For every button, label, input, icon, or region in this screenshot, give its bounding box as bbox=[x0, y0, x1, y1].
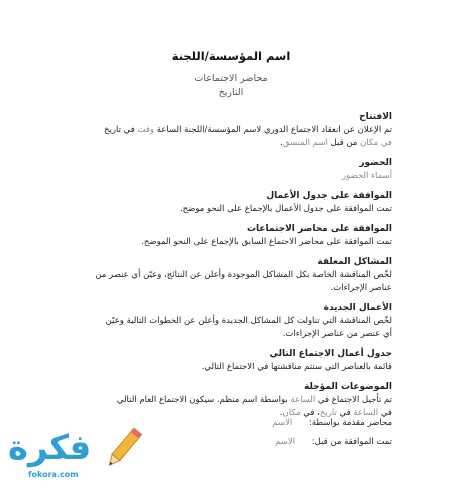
pencil-icon bbox=[98, 424, 148, 474]
text-run: في bbox=[336, 408, 354, 418]
section-minutes-approval bbox=[70, 223, 392, 249]
section-heading: الموافقة على محاضر الاجتماعات bbox=[246, 224, 392, 234]
section-text bbox=[70, 315, 392, 341]
minutes-body bbox=[70, 111, 392, 427]
text-run: . bbox=[279, 408, 283, 418]
document-subtitle: محاضر الاجتماعات bbox=[194, 73, 268, 84]
section-heading: الموافقة على جدول الأعمال bbox=[266, 191, 392, 201]
text-run: تم تأجيل الاجتماع في bbox=[315, 395, 392, 405]
text-run: ، في bbox=[300, 408, 320, 418]
approved-by-name: الاسم bbox=[275, 437, 296, 447]
text-run: . bbox=[280, 138, 283, 148]
submitted-by-label: محاضر مقدمة بواسطة: bbox=[309, 418, 392, 428]
section-heading: الحضور bbox=[359, 158, 392, 168]
text-run: عناصر الإجراءات. bbox=[330, 283, 392, 293]
text-run: أي عنصر من عناصر الإجراءات. bbox=[282, 329, 392, 339]
text-run: من قبل bbox=[327, 138, 361, 148]
section-text bbox=[70, 269, 392, 295]
placeholder-coordinator: اسم المنسق bbox=[282, 138, 328, 148]
placeholder-place: في مكان bbox=[360, 138, 392, 148]
section-text: تمت الموافقة على جدول الأعمال بالإجماع على النحو موضح. bbox=[179, 204, 392, 214]
document-title: اسم المؤسسة/اللجنة bbox=[171, 49, 291, 63]
section-opening bbox=[70, 111, 392, 150]
logo-text: فكرة bbox=[8, 428, 92, 468]
placeholder-time: وقت bbox=[137, 125, 154, 135]
section-agenda-approval bbox=[70, 190, 392, 216]
section-text: قائمة بالعناصر التي ستتم مناقشتها في الاجتماع التالي. bbox=[201, 362, 392, 372]
text-run: في تاريخ bbox=[104, 125, 138, 135]
placeholder-time: الساعة bbox=[353, 408, 379, 418]
placeholder-time: الساعة bbox=[290, 395, 316, 405]
text-run: تم الإعلان عن انعقاد الاجتماع الدوري لاسم المؤسسة/اللجنة الساعة bbox=[154, 125, 392, 135]
section-deferred bbox=[70, 381, 392, 420]
placeholder-attendees: أسماء الحضور bbox=[342, 171, 392, 181]
section-heading: الأعمال الجديدة bbox=[323, 303, 392, 313]
approved-by-label: تمت الموافقة من قبل: bbox=[311, 437, 392, 447]
placeholder-date: تاريخ bbox=[319, 408, 337, 418]
section-next-agenda bbox=[70, 348, 392, 374]
section-text bbox=[70, 394, 392, 420]
section-text: تمت الموافقة على محاضر الاجتماع السابق بالإجماع على النحو الموضح. bbox=[141, 237, 392, 247]
section-pending-issues bbox=[70, 256, 392, 295]
section-heading: الافتتاح bbox=[359, 112, 392, 122]
text-run: بواسطة اسم منظم. سيكون الاجتماع العام التالي bbox=[116, 395, 291, 405]
section-heading: جدول أعمال الاجتماع التالي bbox=[269, 349, 392, 359]
text-run: لخّص المناقشة الخاصة بكل المشاكل الموجودة وأعلن عن النتائج، وعيّن أي عنصر من bbox=[95, 270, 392, 280]
document-date: التاريخ bbox=[218, 87, 244, 98]
section-heading: الموضوعات المؤجلة bbox=[304, 382, 392, 392]
text-run: في bbox=[378, 408, 392, 418]
section-attendance bbox=[70, 157, 392, 183]
section-heading: المشاكل المعلقة bbox=[317, 257, 392, 267]
logo-site: fokora.com bbox=[28, 470, 79, 479]
watermark-logo bbox=[6, 424, 146, 486]
section-text bbox=[70, 124, 392, 150]
submitted-by-name: الاسم bbox=[272, 418, 293, 428]
section-new-business bbox=[70, 302, 392, 341]
text-run: لخّص المناقشة التي تناولت كل المشاكل الجديدة وأعلن عن الخطوات التالية وعيّن bbox=[105, 316, 392, 326]
placeholder-place: مكان bbox=[282, 408, 301, 418]
